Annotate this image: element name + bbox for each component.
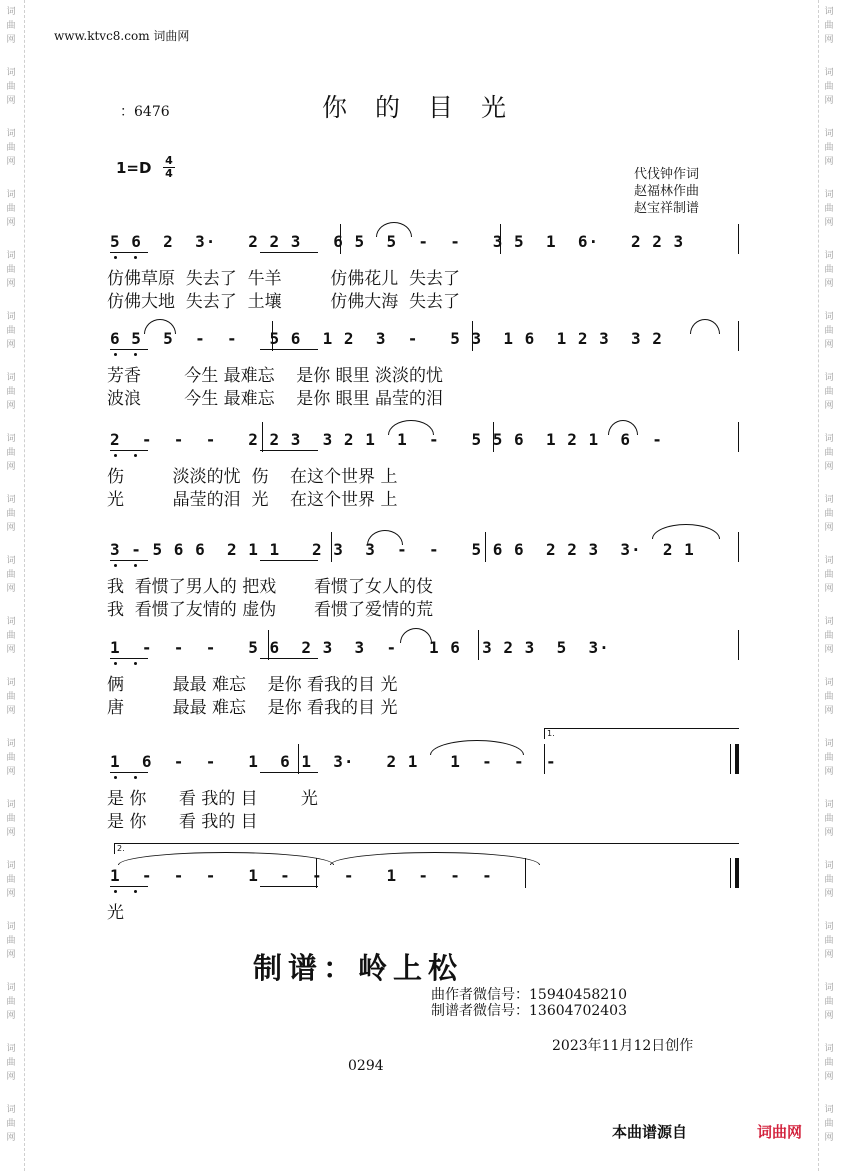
- barline: [730, 744, 731, 774]
- barline: [544, 744, 545, 774]
- beam-underline: [260, 560, 318, 561]
- watermark-char: 词: [6, 7, 16, 17]
- watermark-char: 网: [824, 706, 834, 716]
- watermark-char: 网: [824, 1072, 834, 1082]
- slur-tie: [690, 319, 720, 334]
- octave-dot: [114, 353, 117, 356]
- watermark-char: 曲: [824, 82, 834, 92]
- watermark-char: 曲: [6, 509, 16, 519]
- watermark-char: 词: [824, 312, 834, 322]
- beam-underline: [260, 349, 318, 350]
- octave-dot: [134, 256, 137, 259]
- watermark-char: 曲: [6, 997, 16, 1007]
- watermark-char: 曲: [824, 875, 834, 885]
- beam-underline: [110, 252, 148, 253]
- octave-dot: [114, 256, 117, 259]
- lyric-verse-1: 俩 最最 难忘 是你 看我的目 光: [107, 675, 398, 695]
- arranger-signature: 制谱：岭上松: [253, 951, 464, 985]
- octave-dot: [134, 564, 137, 567]
- volta-bracket-1: [544, 728, 739, 739]
- watermark-char: 网: [6, 1133, 16, 1143]
- watermark-char: 网: [6, 523, 16, 533]
- volta-1-label: 1.: [547, 729, 555, 738]
- watermark-char: 网: [824, 950, 834, 960]
- watermark-char: 网: [824, 645, 834, 655]
- lyric-verse-2: 仿佛大地 失去了 土壤 仿佛大海 失去了: [107, 292, 461, 312]
- watermark-char: 词: [6, 739, 16, 749]
- lyric-verse-1: 是 你 看 我的 目 光: [107, 789, 318, 809]
- key-signature: 1=D: [116, 159, 152, 177]
- creation-date: 2023年11月12日创作: [552, 1038, 694, 1054]
- beam-underline: [110, 560, 148, 561]
- watermark-char: 曲: [824, 936, 834, 946]
- watermark-char: 词: [6, 556, 16, 566]
- source-label: 本曲谱源自: [612, 1123, 688, 1141]
- watermark-char: 曲: [824, 570, 834, 580]
- score-line-notes: 5 6 2 3· 2 2 3 6 5 5 - - 3 5 1 6· 2 2 3: [110, 232, 685, 251]
- barline: [478, 630, 479, 660]
- watermark-char: 网: [824, 35, 834, 45]
- watermark-char: 曲: [824, 509, 834, 519]
- watermark-char: 词: [824, 983, 834, 993]
- right-guide-line: [818, 0, 819, 1171]
- barline: [738, 532, 739, 562]
- watermark-char: 曲: [6, 814, 16, 824]
- watermark-char: 曲: [6, 82, 16, 92]
- watermark-char: 词: [6, 1105, 16, 1115]
- watermark-char: 网: [824, 828, 834, 838]
- watermark-char: 词: [824, 68, 834, 78]
- watermark-char: 词: [824, 922, 834, 932]
- beam-underline: [260, 886, 318, 887]
- watermark-char: 曲: [6, 570, 16, 580]
- right-watermark-strip: [822, 0, 836, 1171]
- watermark-char: 曲: [824, 753, 834, 763]
- watermark-char: 词: [824, 617, 834, 627]
- watermark-char: 词: [6, 922, 16, 932]
- beam-underline: [260, 772, 318, 773]
- watermark-char: 网: [6, 1011, 16, 1021]
- score-line-notes: 1 - - - 1 - - - 1 - - -: [110, 866, 493, 885]
- beam-underline: [260, 450, 318, 451]
- watermark-char: 网: [824, 523, 834, 533]
- left-guide-line: [24, 0, 25, 1171]
- lyric-verse-2: 波浪 今生 最难忘 是你 眼里 晶莹的泪: [107, 389, 444, 409]
- watermark-char: 词: [6, 1044, 16, 1054]
- lyric-verse-1: 芳香 今生 最难忘 是你 眼里 淡淡的忧: [107, 366, 444, 386]
- watermark-char: 词: [6, 800, 16, 810]
- beam-underline: [260, 658, 318, 659]
- octave-dot: [134, 454, 137, 457]
- watermark-char: 网: [824, 401, 834, 411]
- watermark-char: 词: [824, 1044, 834, 1054]
- watermark-char: 网: [824, 584, 834, 594]
- arranger-wechat: 制谱者微信号：13604702403: [431, 1003, 627, 1019]
- watermark-char: 词: [824, 251, 834, 261]
- watermark-char: 网: [6, 340, 16, 350]
- composer-wechat: 曲作者微信号：15940458210: [431, 987, 627, 1003]
- watermark-char: 词: [824, 434, 834, 444]
- score-line-notes: 2 - - - 2 2 3 3 2 1 1 - 5 5 6 1 2 1 6 -: [110, 430, 663, 449]
- barline: [738, 224, 739, 254]
- octave-dot: [114, 776, 117, 779]
- watermark-char: 网: [6, 96, 16, 106]
- final-barline: [735, 858, 739, 888]
- watermark-char: 词: [6, 312, 16, 322]
- slur-tie: [652, 524, 720, 539]
- page-code: 0294: [348, 1058, 384, 1074]
- lyric-verse-1: 光: [107, 903, 124, 923]
- watermark-char: 词: [824, 190, 834, 200]
- watermark-char: 曲: [6, 204, 16, 214]
- song-code: ：6476: [120, 104, 170, 120]
- watermark-char: 词: [6, 251, 16, 261]
- beam-underline: [110, 450, 148, 451]
- barline: [485, 532, 486, 562]
- watermark-char: 网: [824, 1133, 834, 1143]
- score-line-notes: 1 - - - 5 6 2 3 3 - 1 6 3 2 3 5 3·: [110, 638, 610, 657]
- octave-dot: [134, 890, 137, 893]
- barline: [340, 224, 341, 254]
- watermark-char: 网: [824, 889, 834, 899]
- slur-tie: [144, 319, 176, 334]
- lyric-verse-1: 仿佛草原 失去了 牛羊 仿佛花儿 失去了: [107, 269, 461, 289]
- octave-dot: [134, 353, 137, 356]
- watermark-char: 词: [6, 495, 16, 505]
- watermark-char: 曲: [6, 448, 16, 458]
- watermark-char: 词: [824, 7, 834, 17]
- watermark-char: 曲: [824, 326, 834, 336]
- watermark-char: 网: [6, 767, 16, 777]
- slur-tie: [367, 530, 403, 545]
- slur-tie: [376, 222, 412, 237]
- barline: [262, 422, 263, 452]
- watermark-char: 词: [6, 434, 16, 444]
- watermark-char: 曲: [6, 265, 16, 275]
- watermark-char: 曲: [824, 387, 834, 397]
- barline: [472, 321, 473, 351]
- watermark-char: 曲: [6, 631, 16, 641]
- watermark-char: 词: [824, 129, 834, 139]
- lyricist-credit: 代伐钟作词: [634, 167, 700, 182]
- watermark-char: 词: [824, 556, 834, 566]
- slur-tie: [400, 628, 432, 643]
- watermark-char: 网: [824, 462, 834, 472]
- watermark-char: 网: [6, 706, 16, 716]
- watermark-char: 词: [824, 373, 834, 383]
- source-brand-link[interactable]: 词曲网: [757, 1123, 803, 1141]
- score-line-notes: 3 - 5 6 6 2 1 1 2 3 3 - - 5 6 6 2 2 3 3· 2 1: [110, 540, 695, 559]
- watermark-char: 网: [824, 96, 834, 106]
- barline: [738, 630, 739, 660]
- beam-underline: [110, 772, 148, 773]
- watermark-char: 词: [824, 495, 834, 505]
- watermark-char: 网: [6, 218, 16, 228]
- octave-dot: [114, 564, 117, 567]
- barline: [493, 422, 494, 452]
- lyric-verse-2: 唐 最最 难忘 是你 看我的目 光: [107, 698, 398, 718]
- watermark-char: 网: [6, 157, 16, 167]
- lyric-verse-2: 是 你 看 我的 目: [107, 812, 258, 832]
- watermark-char: 词: [6, 861, 16, 871]
- slur-tie: [608, 420, 638, 435]
- watermark-char: 网: [824, 340, 834, 350]
- watermark-char: 词: [6, 373, 16, 383]
- watermark-char: 词: [6, 129, 16, 139]
- barline: [298, 744, 299, 774]
- barline: [738, 321, 739, 351]
- barline: [331, 532, 332, 562]
- beam-underline: [260, 252, 318, 253]
- watermark-char: 曲: [824, 265, 834, 275]
- watermark-char: 词: [824, 861, 834, 871]
- watermark-char: 曲: [824, 997, 834, 1007]
- watermark-char: 曲: [6, 326, 16, 336]
- song-title: 你的目光: [322, 93, 535, 122]
- lyric-verse-1: 我 看惯了男人的 把戏 看惯了女人的伎: [107, 577, 434, 597]
- volta-bracket-2: [114, 843, 739, 854]
- watermark-char: 网: [6, 401, 16, 411]
- lyric-verse-2: 光 晶莹的泪 光 在这个世界 上: [107, 490, 398, 510]
- watermark-char: 曲: [824, 204, 834, 214]
- site-source: [54, 27, 189, 44]
- watermark-char: 曲: [824, 814, 834, 824]
- barline: [268, 630, 269, 660]
- slur-tie: [430, 740, 524, 755]
- watermark-char: 词: [824, 800, 834, 810]
- watermark-char: 网: [824, 1011, 834, 1021]
- watermark-char: 曲: [6, 875, 16, 885]
- watermark-char: 网: [6, 279, 16, 289]
- lyric-verse-2: 我 看惯了友情的 虚伪 看惯了爱情的荒: [107, 600, 434, 620]
- watermark-char: 曲: [824, 631, 834, 641]
- volta-2-label: 2.: [117, 844, 125, 853]
- watermark-char: 曲: [6, 753, 16, 763]
- watermark-char: 曲: [6, 21, 16, 31]
- beam-underline: [110, 886, 148, 887]
- beam-underline: [110, 349, 148, 350]
- watermark-char: 网: [6, 1072, 16, 1082]
- watermark-char: 词: [6, 617, 16, 627]
- watermark-char: 网: [6, 889, 16, 899]
- watermark-char: 曲: [6, 143, 16, 153]
- beam-underline: [110, 658, 148, 659]
- watermark-char: 曲: [6, 1119, 16, 1129]
- composer-credit: 赵福林作曲: [634, 184, 700, 199]
- credits: [634, 166, 699, 217]
- score-line-notes: 6 5 5 - - 5 6 1 2 3 - 5 3 1 6 1 2 3 3 2: [110, 329, 663, 348]
- slur-tie: [388, 420, 434, 435]
- score-line-notes: 1 6 - - 1 6 1 3· 2 1 1 - - -: [110, 752, 557, 771]
- barline: [738, 422, 739, 452]
- site-url[interactable]: www.ktvc8.com: [54, 29, 150, 43]
- octave-dot: [134, 776, 137, 779]
- watermark-char: 曲: [6, 1058, 16, 1068]
- watermark-char: 网: [824, 767, 834, 777]
- watermark-char: 词: [824, 1105, 834, 1115]
- final-barline: [735, 744, 739, 774]
- watermark-char: 网: [6, 584, 16, 594]
- site-name: 词曲网: [153, 29, 190, 43]
- time-signature: [163, 155, 175, 180]
- barline: [272, 321, 273, 351]
- watermark-char: 词: [6, 983, 16, 993]
- watermark-char: 曲: [824, 1119, 834, 1129]
- watermark-char: 曲: [824, 692, 834, 702]
- watermark-char: 词: [824, 739, 834, 749]
- octave-dot: [134, 662, 137, 665]
- watermark-char: 曲: [6, 387, 16, 397]
- watermark-char: 网: [6, 828, 16, 838]
- watermark-char: 网: [6, 950, 16, 960]
- watermark-char: 词: [6, 190, 16, 200]
- meter-bottom: 4: [163, 167, 175, 180]
- watermark-char: 网: [824, 279, 834, 289]
- octave-dot: [114, 890, 117, 893]
- watermark-char: 曲: [824, 448, 834, 458]
- octave-dot: [114, 662, 117, 665]
- watermark-char: 网: [6, 645, 16, 655]
- watermark-char: 词: [6, 68, 16, 78]
- contact-info: [431, 987, 627, 1019]
- watermark-char: 网: [824, 218, 834, 228]
- lyric-verse-1: 伤 淡淡的忧 伤 在这个世界 上: [107, 467, 398, 487]
- watermark-char: 曲: [824, 143, 834, 153]
- left-watermark-strip: [4, 0, 18, 1171]
- octave-dot: [114, 454, 117, 457]
- watermark-char: 曲: [824, 21, 834, 31]
- watermark-char: 网: [6, 462, 16, 472]
- watermark-char: 曲: [6, 936, 16, 946]
- meter-top: 4: [165, 154, 173, 167]
- watermark-char: 曲: [824, 1058, 834, 1068]
- watermark-char: 曲: [6, 692, 16, 702]
- watermark-char: 词: [824, 678, 834, 688]
- watermark-char: 词: [6, 678, 16, 688]
- barline: [500, 224, 501, 254]
- barline: [730, 858, 731, 888]
- watermark-char: 网: [824, 157, 834, 167]
- arranger-credit: 赵宝祥制谱: [634, 201, 700, 216]
- watermark-char: 网: [6, 35, 16, 45]
